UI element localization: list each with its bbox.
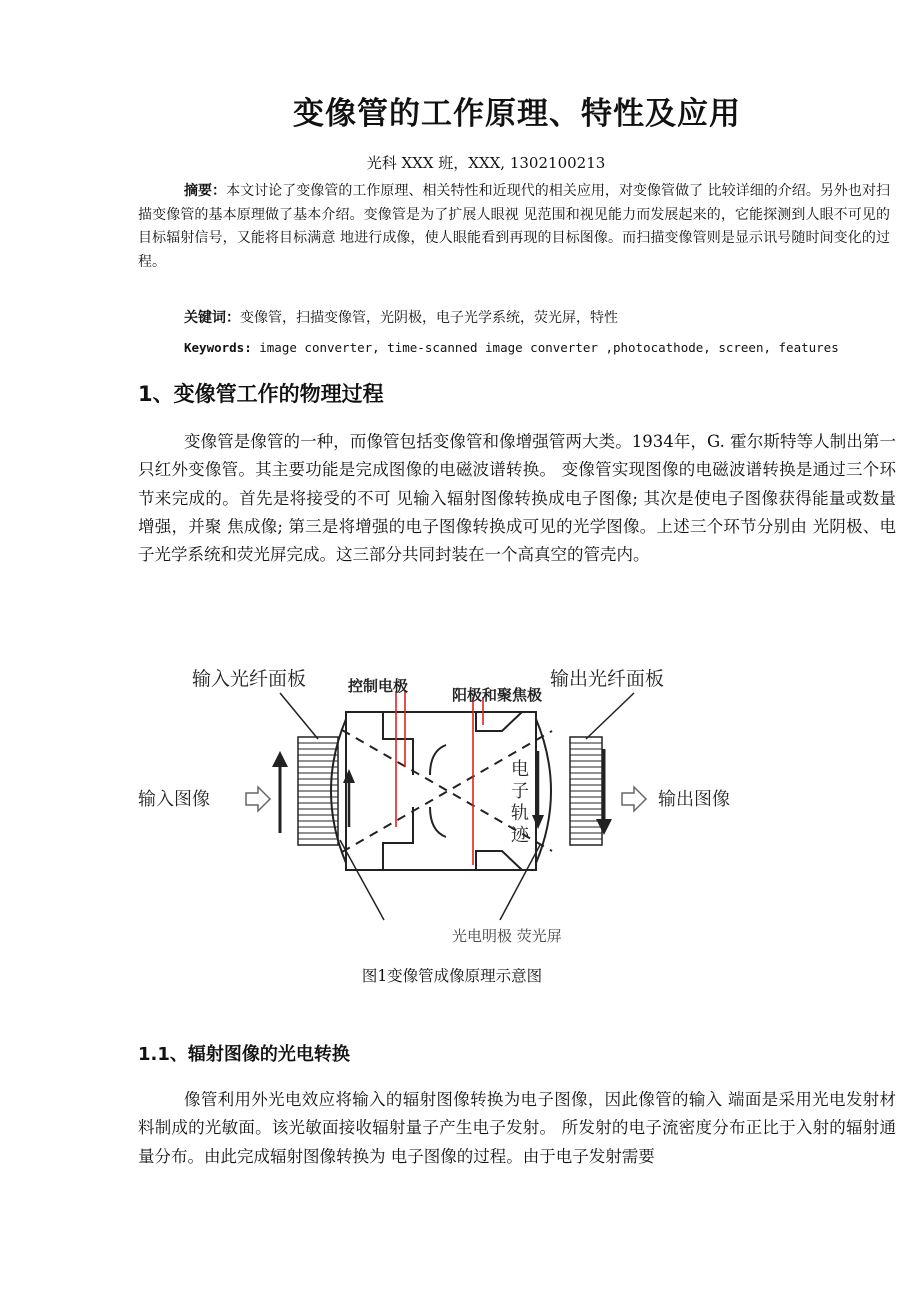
focus-electrode-top <box>430 745 446 775</box>
output-hollow-arrow <box>622 787 646 811</box>
keywords-line <box>184 307 618 327</box>
output-image-arrow-down <box>596 749 612 835</box>
label-input-fiber: 输入光纤面板 <box>192 668 307 690</box>
abstract-text: 本文讨论了变像管的工作原理、相关特性和近现代的相关应用，对变像管做了 比较详细的介绍。另外也对扫描变像管的基本原理做了基本介绍。变像管是为了扩展人眼视 见范围和视见能力而发展起来的，它能探测到人眼不可见的目标辐射信号，又能将目标满意 地进行成像，使人眼能看到再现的目标图像。而扫描变像管则是显示讯号随时间变化的过程。 <box>138 183 890 270</box>
label-electron-1: 电 <box>511 759 529 780</box>
keywords-text: 变像管，扫描变像管，光阴极，电子光学系统，荧光屏，特性 <box>240 310 618 326</box>
anode-bottom <box>476 851 522 870</box>
control-electrode-bottom <box>383 807 413 870</box>
author-line: 光科 XXX 班，XXX, 1302100213 <box>366 154 606 172</box>
keywords-label: 关键词： <box>184 310 240 326</box>
label-electron-2: 子 <box>511 781 529 802</box>
input-image-arrow-up <box>272 751 288 833</box>
figure-bottom-labels: 光电明极 荧光屏 <box>452 927 562 945</box>
image-converter-diagram <box>130 655 770 955</box>
leader-lines <box>280 693 634 920</box>
label-control-electrode: 控制电极 <box>348 677 409 695</box>
electron-arrow-down <box>532 751 544 829</box>
section-1-1-paragraph: 像管利用外光电效应将输入的辐射图像转换为电子图像，因此像管的输入 端面是采用光电发射材料制成的光敏面。该光敏面接收辐射量子产生电子发射。 所发射的电子流密度分布正比于入射的辐射通量分布。由此完成辐射图像转换为 电子图像的过程。由于电子发射需要 <box>138 1090 896 1166</box>
abstract-label: 摘要： <box>184 183 227 199</box>
label-output-image: 输出图像 <box>658 789 730 810</box>
tube-envelope <box>346 712 536 870</box>
section-1-paragraph: 变像管是像管的一种，而像管包括变像管和像增强管两大类。1934年，G. 霍尔斯特等人制出第一只红外变像管。其主要功能是完成图像的电磁波谱转换。 变像管实现图像的电磁波谱转换是通过三个环节来完成的。首先是将接受的不可 见输入辐射图像转换成电子图像; 其次是使电子图像获得能量或数量增强，并聚 焦成像; 第三是将增强的电子图像转换成可见的光学图像。上述三个环节分别由 光阴极、电子光学系统和荧光屏完成。这三部分共同封装在一个高真空的管壳内。 <box>138 432 896 565</box>
keywords-en-label: Keywords: <box>184 340 252 355</box>
section-1-heading: 1、变像管工作的物理过程 <box>138 382 384 406</box>
keywords-en-line <box>184 340 839 355</box>
page-title: 变像管的工作原理、特性及应用 <box>293 96 741 132</box>
section-1-1-heading: 1.1、辐射图像的光电转换 <box>138 1044 350 1065</box>
label-anode-focus: 阳极和聚焦极 <box>452 686 543 704</box>
electron-arrow-up <box>343 769 355 827</box>
input-hollow-arrow <box>246 787 270 811</box>
label-track-2: 迹 <box>511 825 529 846</box>
abstract-paragraph <box>138 180 890 274</box>
label-input-image: 输入图像 <box>138 789 210 810</box>
figure-caption: 图1变像管成像原理示意图 <box>361 967 543 985</box>
keywords-en-text: image converter, time-scanned image converter ,photocathode, screen, features <box>251 340 839 355</box>
label-output-fiber: 输出光纤面板 <box>550 668 665 690</box>
control-electrode-top <box>383 712 413 775</box>
label-track-1: 轨 <box>511 803 529 824</box>
output-fiber-plate <box>570 737 602 845</box>
focus-electrode-bottom <box>430 807 446 837</box>
